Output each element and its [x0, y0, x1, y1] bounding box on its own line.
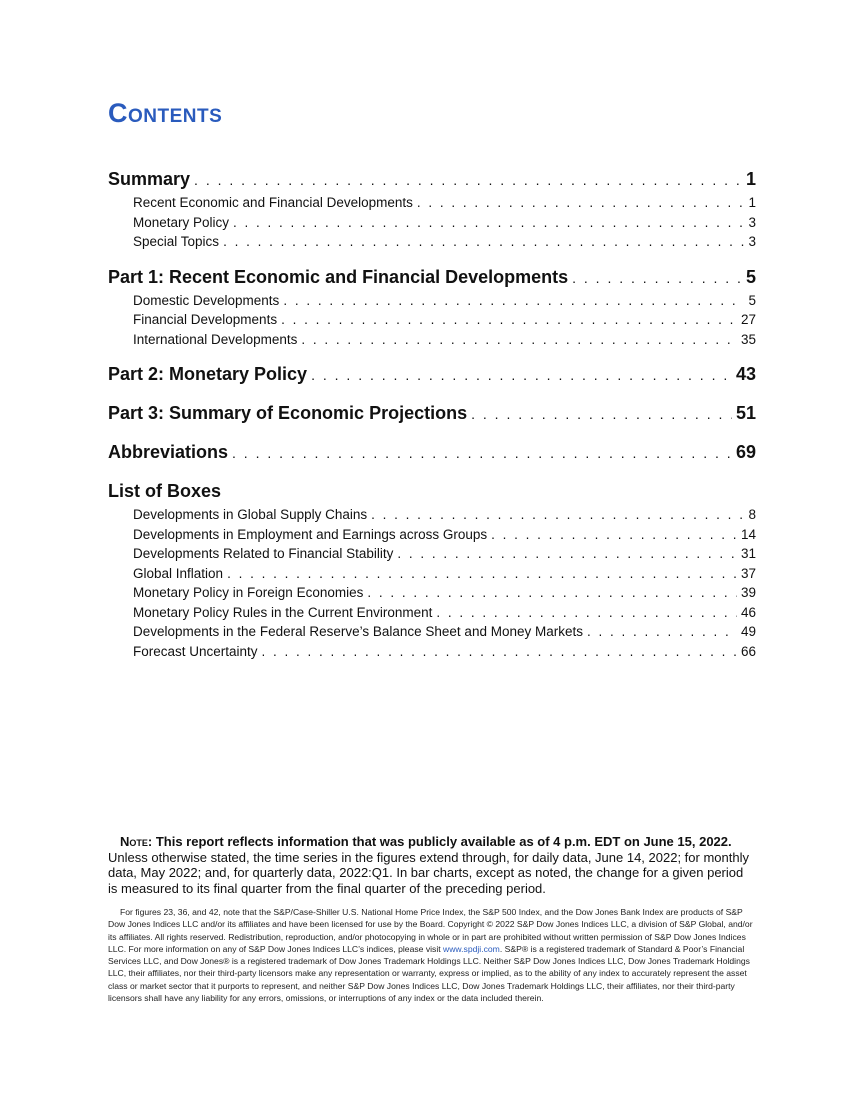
- toc-page: 1: [745, 169, 756, 189]
- box-entry[interactable]: [108, 642, 756, 662]
- toc-page: 69: [735, 442, 756, 462]
- toc-subentry[interactable]: [108, 213, 756, 233]
- dot-leader: [223, 232, 744, 252]
- dot-leader: [227, 564, 737, 584]
- note-label: Note:: [120, 834, 153, 849]
- toc-label: Forecast Uncertainty: [133, 643, 258, 659]
- toc-page: 1: [748, 195, 756, 210]
- toc-label: Developments in Employment and Earnings across Groups: [133, 526, 488, 542]
- box-entry[interactable]: [108, 525, 756, 545]
- toc-label: Developments Related to Financial Stability: [133, 546, 394, 561]
- toc-entry-summary[interactable]: [108, 166, 756, 193]
- box-entry[interactable]: [108, 603, 756, 623]
- toc-page: 43: [735, 364, 756, 384]
- fine-print-text-cont: . S&P® is a registered trademark of Standard & Poor’s Financial Services LLC, and Dow Jones® is a registered trademark of Dow Jones Trademark Holdings LLC. Neither S&P Dow Jones Indices LLC, Dow Jones Trademark Holdings LLC, their affiliates, nor their third-party licensors make any representation or warranty, express or implied, as to the ability of any index to accurately represent the asset class or market sector that it purports to represent, and neither S&P Dow Jones Indices LLC, Dow Jones Trademark Holdings LLC, their affiliates, nor their third-party licensors shall have any liability for any errors, omissions, or interruptions of any index or the data included therein.: [108, 943, 750, 1004]
- toc-page: 31: [740, 546, 756, 561]
- toc-label: Part 2: Monetary Policy: [108, 364, 308, 384]
- list-of-boxes-heading: List of Boxes: [108, 481, 222, 501]
- box-entry[interactable]: [108, 583, 756, 603]
- toc-page: 46: [740, 604, 756, 620]
- box-entry[interactable]: [108, 564, 756, 584]
- toc-entry-part1[interactable]: [108, 264, 756, 291]
- toc-page: 8: [748, 507, 756, 522]
- box-entry[interactable]: [108, 622, 756, 642]
- toc-page: 5: [748, 292, 756, 308]
- toc-subentry[interactable]: [108, 232, 756, 252]
- dot-leader: [572, 265, 742, 292]
- dot-leader: [587, 622, 737, 642]
- toc-page: 35: [740, 331, 756, 347]
- toc-subentry[interactable]: [108, 310, 756, 330]
- toc-entry-part3[interactable]: [108, 400, 756, 427]
- dot-leader: [301, 330, 737, 350]
- toc-label: Part 1: Recent Economic and Financial Developments: [108, 266, 569, 287]
- note-body: Unless otherwise stated, the time series in the figures extend through, for daily data, June 14, 2022; for monthly data, May 2022; and, for quarterly data, 2022:Q1. In bar charts, except as noted, the change for a given period is measured to its final quarter from the final quarter of the preceding period.: [108, 849, 749, 896]
- dot-leader: [397, 544, 737, 564]
- toc-page: 3: [748, 214, 756, 230]
- dot-leader: [281, 310, 737, 330]
- dot-leader: [232, 440, 732, 467]
- toc-label: Monetary Policy Rules in the Current Environment: [133, 604, 433, 620]
- toc-label: Developments in the Federal Reserve’s Balance Sheet and Money Markets: [133, 624, 583, 639]
- dot-leader: [471, 401, 732, 428]
- toc-page: 39: [740, 585, 756, 600]
- toc-label: Special Topics: [133, 234, 220, 249]
- report-note: [108, 834, 756, 896]
- toc-label: Abbreviations: [108, 442, 229, 462]
- toc-page: 27: [740, 312, 756, 327]
- toc-page: 5: [745, 266, 756, 287]
- copyright-fine-print: [108, 906, 758, 1004]
- dot-leader: [233, 213, 744, 233]
- toc-label: Developments in Global Supply Chains: [133, 507, 368, 522]
- toc-label: Summary: [108, 169, 191, 189]
- toc-page: 37: [740, 565, 756, 581]
- dot-leader: [371, 505, 744, 525]
- toc-label: Financial Developments: [133, 312, 278, 327]
- toc-subentry[interactable]: [108, 291, 756, 311]
- dot-leader: [491, 525, 737, 545]
- dot-leader: [417, 193, 745, 213]
- dot-leader: [367, 583, 737, 603]
- toc-page: 49: [740, 624, 756, 639]
- toc-page: 51: [735, 403, 756, 423]
- note-bold-text: This report reflects information that was publicly available as of 4 p.m. EDT on June 15, 2022.: [155, 834, 732, 849]
- note-first-line: [108, 834, 756, 850]
- toc-page: 3: [748, 234, 756, 249]
- toc-page: 66: [740, 643, 756, 659]
- table-of-contents: [108, 166, 756, 661]
- box-entry[interactable]: [108, 505, 756, 525]
- toc-page: 14: [740, 526, 756, 542]
- dot-leader: [311, 362, 732, 389]
- dot-leader: [436, 603, 737, 623]
- toc-entry-part2[interactable]: [108, 361, 756, 388]
- toc-label: Monetary Policy: [133, 214, 230, 230]
- spdji-link[interactable]: www.spdji.com: [443, 943, 500, 954]
- toc-label: Global Inflation: [133, 565, 224, 581]
- toc-entry-abbreviations[interactable]: [108, 439, 756, 466]
- toc-label: Part 3: Summary of Economic Projections: [108, 403, 468, 423]
- toc-label: Monetary Policy in Foreign Economies: [133, 585, 364, 600]
- toc-subentry[interactable]: [108, 193, 756, 213]
- dot-leader: [194, 167, 742, 194]
- fine-print-text: For figures 23, 36, and 42, note that the S&P/Case-Shiller U.S. National Home Price Index, the S&P 500 Index, and the Dow Jones Bank Index are products of S&P Dow Jones Indices LLC and/or its affiliates and have been licensed for use by the Board. Copyright © 2022 S&P Dow Jones Indices LLC, a division of S&P Global, and/or its affiliates. All rights reserved. Redistribution, reproduction, and/or photocopying in whole or in part are prohibited without written permission of S&P Dow Jones Indices LLC. For more information on any of S&P Dow Jones Indices LLC’s indices, please visit: [108, 907, 753, 954]
- toc-subentry[interactable]: [108, 330, 756, 350]
- page-title: Contents: [108, 98, 223, 128]
- toc-label: Domestic Developments: [133, 292, 280, 308]
- box-entry[interactable]: [108, 544, 756, 564]
- toc-label: International Developments: [133, 331, 298, 347]
- toc-label: Recent Economic and Financial Developments: [133, 195, 413, 210]
- dot-leader: [283, 291, 744, 311]
- dot-leader: [262, 642, 737, 662]
